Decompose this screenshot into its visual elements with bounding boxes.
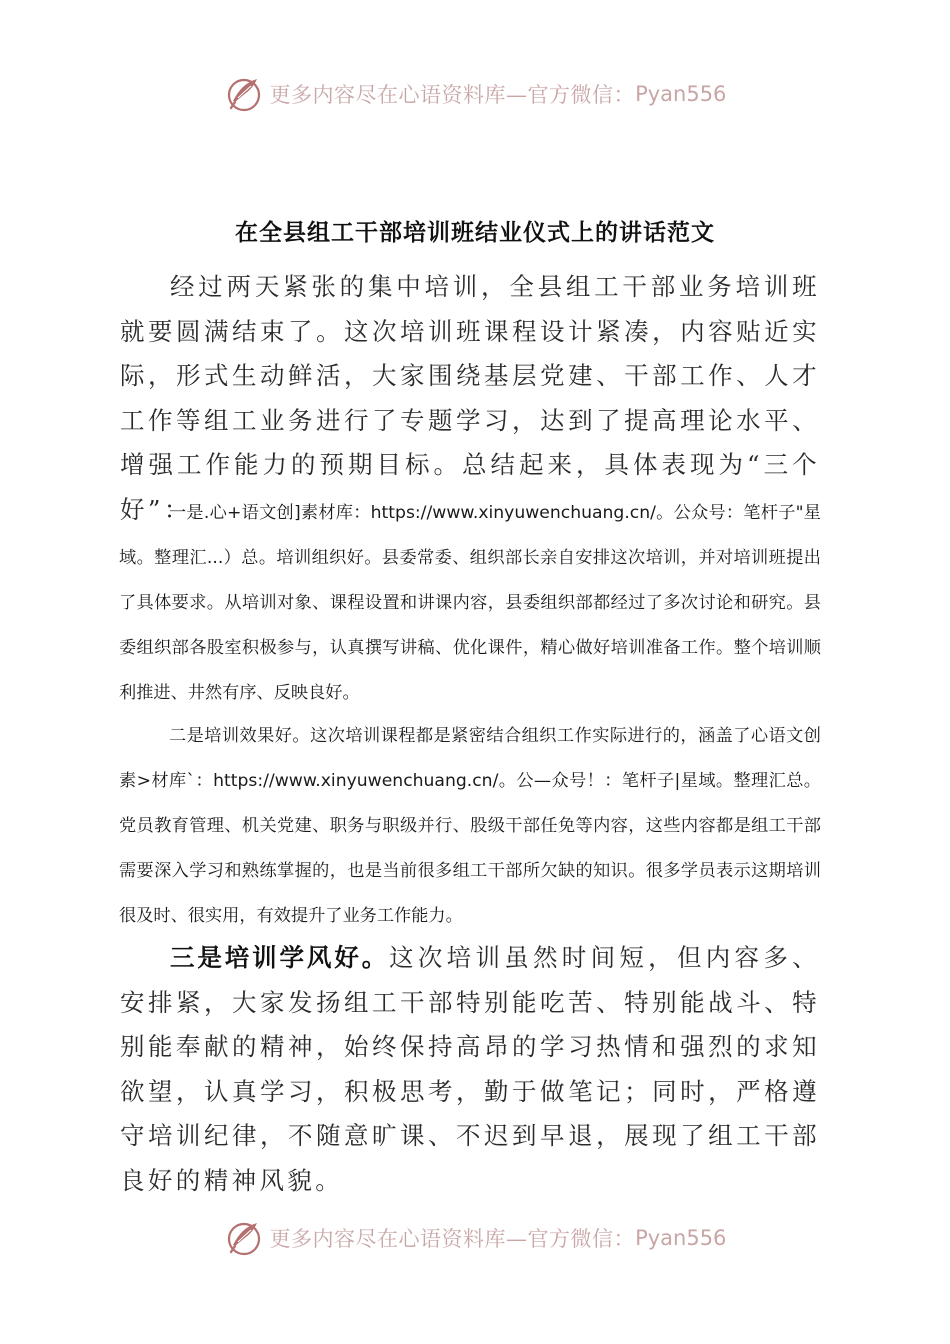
point-two-paragraph: 二是培训效果好。这次培训课程都是紧密结合组织工作实际进行的，涵盖了心语文创素>材库`：https://www.xinyuwenchuang.cn/。公—众号！：笔杆子|星域。整理汇总。党员教育管理、机关党建、职务与职级并行、股级干部任免等内容，这些内容都是组工干部需要深入学习和熟练掌握的，也是当前很多组工干部所欠缺的知识。很多学员表示这期培训很及时、很实用，有效提升了业务工作能力。	[119, 726, 821, 926]
intro-paragraph: 经过两天紧张的集中培训，全县组工干部业务培训班就要圆满结束了。这次培训班课程设计紧凑，内容贴近实际，形式生动鲜活，大家围绕基层党建、干部工作、人才工作等组工业务进行了专题学习，达到了提高理论水平、增强工作能力的预期目标。总结起来，具体表现为“三个好”：	[120, 272, 820, 524]
watermark-wechat-id: Pyan556	[635, 82, 727, 106]
feather-pen-icon	[224, 74, 264, 114]
point-one-paragraph: 一是.心+语文创]素材库：https://www.xinyuwenchuang.cn/。公众号：笔杆子"星域。整理汇...）总。培训组织好。县委常委、组织部长亲自安排这次培训，并对培训班提出了具体要求。从培训对象、课程设置和讲课内容，县委组织部都经过了多次讨论和研究。县委组织部各股室积极参与，认真撰写讲稿、优化课件，精心做好培训准备工作。整个培训顺利推进、井然有序、反映良好。	[119, 503, 821, 703]
point-three-lead: 三是培训学风好。	[170, 943, 390, 972]
header-watermark	[0, 70, 950, 118]
document-title: 在全县组工干部培训班结业仪式上的讲话范文	[235, 220, 715, 246]
watermark-text: 更多内容尽在心语资料库—官方微信：	[269, 83, 636, 107]
footer-watermark	[0, 1214, 950, 1262]
watermark-text: 更多内容尽在心语资料库—官方微信：	[269, 1227, 636, 1251]
point-three-body: 这次培训虽然时间短，但内容多、安排紧，大家发扬组工干部特别能吃苦、特别能战斗、特别能奉献的精神，始终保持高昂的学习热情和强烈的求知欲望，认真学习，积极思考，勤于做笔记；同时，严格遵守培训纪律，不随意旷课、不迟到早退，展现了组工干部良好的精神风貌。	[120, 943, 821, 1195]
feather-pen-icon	[224, 1218, 264, 1258]
watermark-wechat-id: Pyan556	[635, 1226, 727, 1250]
point-three-paragraph	[120, 936, 820, 1203]
